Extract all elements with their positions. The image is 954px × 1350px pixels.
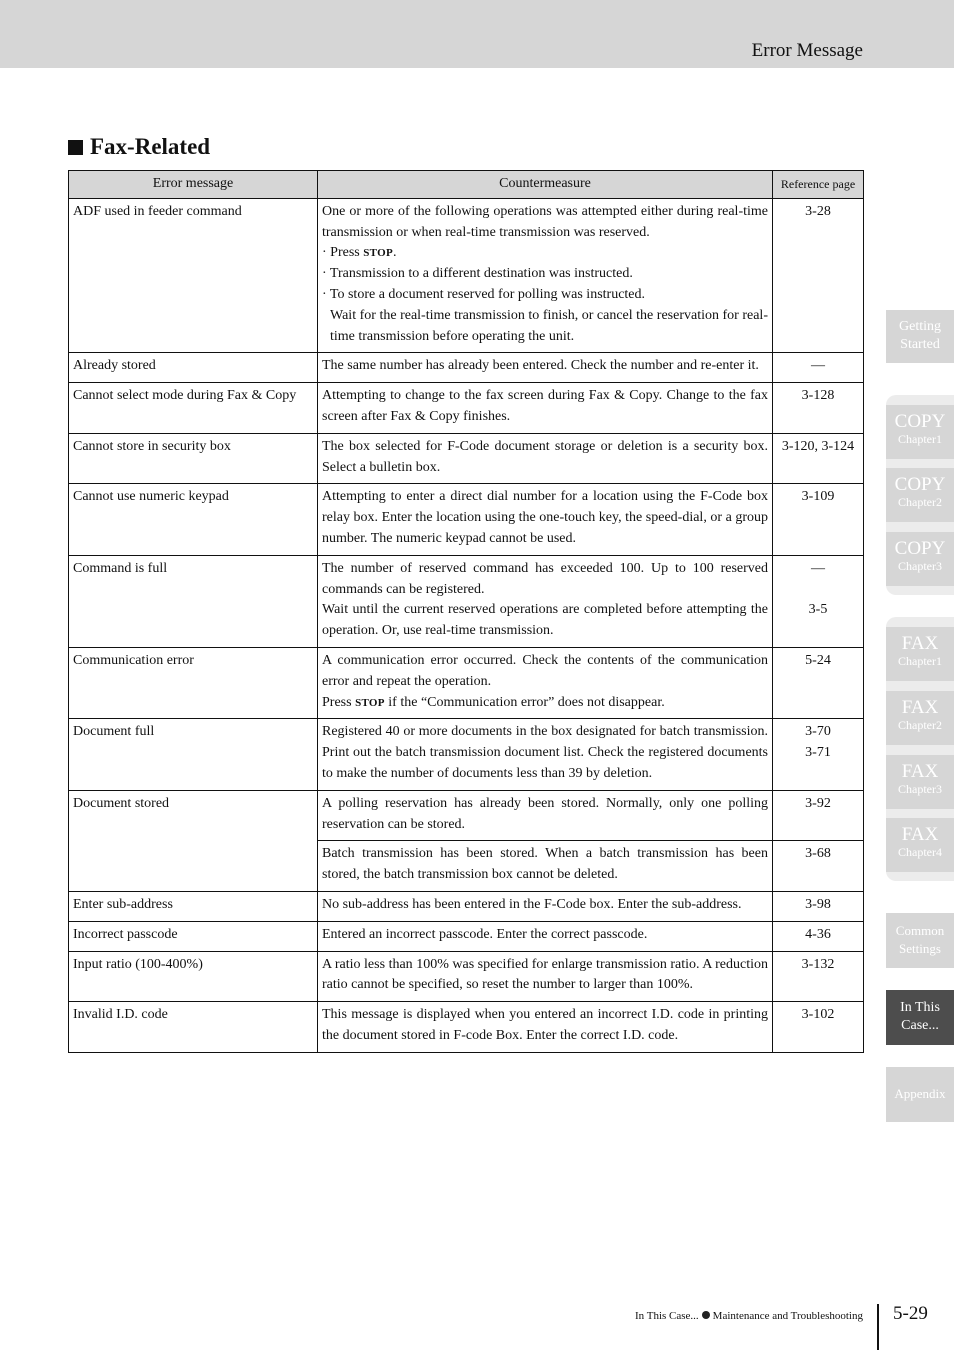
table-row bbox=[69, 951, 864, 1002]
col-header-reference: Reference page bbox=[773, 171, 864, 199]
header-title: Error Message bbox=[751, 40, 863, 61]
countermeasure-text: Wait for the real-time transmission to finish, or cancel the reservation for real-time transmission before operating the unit. bbox=[330, 307, 768, 344]
table-row bbox=[69, 1002, 864, 1053]
reference-cell: 5-24 bbox=[773, 647, 864, 718]
table-row bbox=[69, 555, 864, 647]
error-cell: Enter sub-address bbox=[69, 891, 318, 921]
footer-breadcrumb bbox=[635, 1310, 863, 1322]
tab-appendix[interactable]: Appendix bbox=[886, 1067, 954, 1122]
countermeasure-text: · Press STOP. bbox=[322, 245, 397, 261]
tab-in-this-case[interactable]: In This Case... bbox=[886, 990, 954, 1045]
countermeasure-cell: No sub-address has been entered in the F-Code box. Enter the sub-address. bbox=[318, 891, 773, 921]
page-number: 5-29 bbox=[893, 1303, 928, 1324]
reference-cell: 3-109 bbox=[773, 484, 864, 555]
reference-cell: 3-68 bbox=[773, 841, 864, 892]
tab-fax-chapter4[interactable]: FAX Chapter4 bbox=[886, 818, 954, 872]
table-header-row bbox=[69, 171, 864, 199]
error-cell: Communication error bbox=[69, 647, 318, 718]
stop-key-label: STOP bbox=[355, 696, 385, 709]
header-bar bbox=[0, 0, 954, 68]
square-bullet-icon bbox=[68, 140, 83, 155]
error-cell: Document stored bbox=[69, 790, 318, 891]
tab-fax-chapter2[interactable]: FAX Chapter2 bbox=[886, 691, 954, 745]
page-divider bbox=[877, 1304, 879, 1350]
reference-value: 3-5 bbox=[808, 602, 828, 618]
table-row bbox=[69, 790, 864, 841]
countermeasure-text: The number of reserved command has exceeded 100. Up to 100 reserved commands can be registered. bbox=[322, 560, 768, 597]
section-heading bbox=[68, 134, 210, 160]
countermeasure-cell: A ratio less than 100% was specified for enlarge transmission ratio. A reduction ratio cannot be specified, so reset the number to larger than 100%. bbox=[318, 951, 773, 1002]
countermeasure-cell: This message is displayed when you entered an incorrect I.D. code in printing the document stored in F-code Box. Enter the correct I.D. code. bbox=[318, 1002, 773, 1053]
error-cell: Cannot use numeric keypad bbox=[69, 484, 318, 555]
table-row bbox=[69, 921, 864, 951]
col-header-countermeasure: Countermeasure bbox=[318, 171, 773, 199]
countermeasure-text: One or more of the following operations was attempted either during real-time transmission or when real-time transmission was reserved. bbox=[322, 203, 768, 240]
countermeasure-cell: Registered 40 or more documents in the box designated for batch transmission. Print out the batch transmission document list. Check the registered documents to make the number of documents less than 39 by deletion. bbox=[318, 719, 773, 790]
countermeasure-cell: The same number has already been entered. Check the number and re-enter it. bbox=[318, 353, 773, 383]
table-row bbox=[69, 383, 864, 434]
reference-cell: 3-120, 3-124 bbox=[773, 433, 864, 484]
error-cell: Document full bbox=[69, 719, 318, 790]
countermeasure-cell: Entered an incorrect passcode. Enter the correct passcode. bbox=[318, 921, 773, 951]
reference-value: — bbox=[811, 560, 825, 576]
countermeasure-text: A communication error occurred. Check the contents of the communication error and repeat the operation. bbox=[322, 652, 768, 689]
section-title: Fax-Related bbox=[90, 134, 211, 159]
bullet-dot-icon bbox=[702, 1311, 710, 1319]
countermeasure-cell: Attempting to enter a direct dial number for a location using the F-Code box relay box. Enter the location using the one-touch key, the speed-dial, or a group number. The numeric keypad cannot be used. bbox=[318, 484, 773, 555]
countermeasure-cell: Attempting to change to the fax screen during Fax & Copy. Change to the fax screen after Fax & Copy finishes. bbox=[318, 383, 773, 434]
error-cell: Already stored bbox=[69, 353, 318, 383]
table-row bbox=[69, 647, 864, 718]
countermeasure-cell: Batch transmission has been stored. When a batch transmission has been stored, the batch transmission box cannot be deleted. bbox=[318, 841, 773, 892]
reference-value: 3-70 bbox=[805, 724, 831, 740]
chapter-tabs bbox=[886, 0, 954, 1350]
tab-fax-chapter1[interactable]: FAX Chapter1 bbox=[886, 627, 954, 681]
tab-copy-chapter3[interactable]: COPY Chapter3 bbox=[886, 532, 954, 586]
error-cell: Command is full bbox=[69, 555, 318, 647]
error-cell: Input ratio (100-400%) bbox=[69, 951, 318, 1002]
tab-getting-started[interactable]: Getting Started bbox=[886, 310, 954, 363]
table-row bbox=[69, 484, 864, 555]
reference-cell: 3-28 bbox=[773, 198, 864, 353]
reference-cell: 3-132 bbox=[773, 951, 864, 1002]
countermeasure-cell bbox=[318, 647, 773, 718]
table-row bbox=[69, 891, 864, 921]
table-row bbox=[69, 353, 864, 383]
reference-cell bbox=[773, 555, 864, 647]
countermeasure-text: · To store a document reserved for polling was instructed. bbox=[322, 286, 646, 302]
error-cell: Incorrect passcode bbox=[69, 921, 318, 951]
reference-cell: 3-92 bbox=[773, 790, 864, 841]
countermeasure-text: Wait until the current reserved operations are completed before attempting the operation. Or, use real-time transmission. bbox=[322, 602, 768, 639]
tab-fax-chapter3[interactable]: FAX Chapter3 bbox=[886, 755, 954, 809]
footer-chapter: Maintenance and Troubleshooting bbox=[712, 1310, 863, 1322]
countermeasure-text: · Transmission to a different destination was instructed. bbox=[322, 266, 633, 282]
reference-cell: 3-102 bbox=[773, 1002, 864, 1053]
footer-section: In This Case... bbox=[635, 1310, 699, 1322]
table-row bbox=[69, 433, 864, 484]
reference-cell: 3-128 bbox=[773, 383, 864, 434]
reference-value: 3-71 bbox=[805, 745, 831, 761]
tab-copy-chapter2[interactable]: COPY Chapter2 bbox=[886, 468, 954, 522]
error-cell: Cannot select mode during Fax & Copy bbox=[69, 383, 318, 434]
col-header-error: Error message bbox=[69, 171, 318, 199]
countermeasure-cell: A polling reservation has already been stored. Normally, only one polling reservation can be stored. bbox=[318, 790, 773, 841]
tab-copy-chapter1[interactable]: COPY Chapter1 bbox=[886, 405, 954, 459]
countermeasure-cell: The box selected for F-Code document storage or deletion is a security box. Select a bulletin box. bbox=[318, 433, 773, 484]
table-row bbox=[69, 719, 864, 790]
error-cell: ADF used in feeder command bbox=[69, 198, 318, 353]
reference-cell: 3-98 bbox=[773, 891, 864, 921]
reference-cell bbox=[773, 719, 864, 790]
countermeasure-cell bbox=[318, 555, 773, 647]
tab-common-settings[interactable]: Common Settings bbox=[886, 913, 954, 968]
table-row bbox=[69, 198, 864, 353]
error-cell: Cannot store in security box bbox=[69, 433, 318, 484]
error-cell: Invalid I.D. code bbox=[69, 1002, 318, 1053]
countermeasure-text: Press STOP if the “Communication error” does not disappear. bbox=[322, 694, 665, 710]
reference-cell: — bbox=[773, 353, 864, 383]
countermeasure-cell bbox=[318, 198, 773, 353]
reference-cell: 4-36 bbox=[773, 921, 864, 951]
error-table bbox=[68, 170, 864, 1053]
stop-key-label: STOP bbox=[363, 247, 393, 260]
